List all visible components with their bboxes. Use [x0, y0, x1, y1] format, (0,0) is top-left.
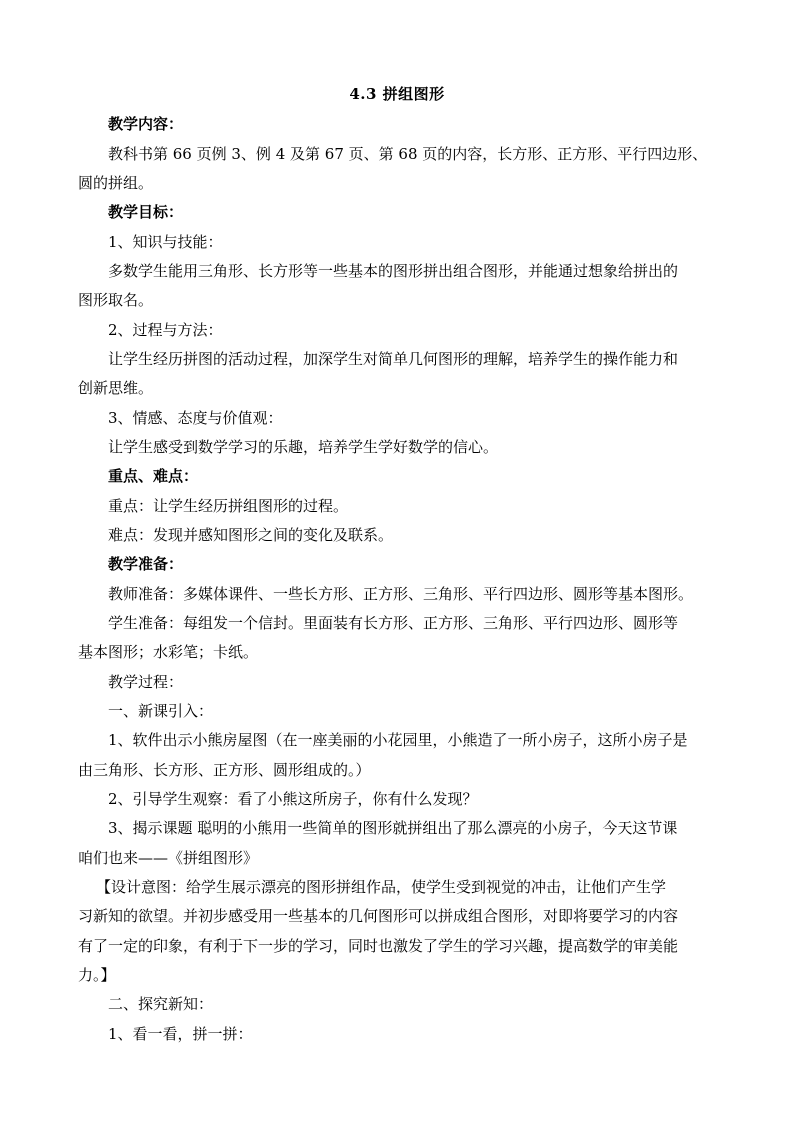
paragraph-line: 3、情感、态度与价值观：	[108, 409, 283, 427]
heading-preparation: 教学准备：	[108, 555, 184, 573]
paragraph-line: 1、软件出示小熊房屋图（在一座美丽的小花园里，小熊造了一所小房子，这所小房子是	[108, 731, 688, 749]
paragraph-line: 难点：发现并感知图形之间的变化及联系。	[108, 526, 394, 544]
paragraph-line: 2、引导学生观察：看了小熊这所房子，你有什么发现？	[108, 790, 478, 808]
design-note-line: 有了一定的印象，有利于下一步的学习，同时也激发了学生的学习兴趣，提高数学的审美能	[78, 937, 679, 955]
section-heading: 一、新课引入：	[108, 702, 214, 720]
paragraph-line: 1、看一看，拼一拼：	[108, 1025, 253, 1043]
paragraph-line: 圆的拼组。	[78, 174, 154, 192]
heading-teaching-goals: 教学目标：	[108, 203, 184, 221]
paragraph-line: 教师准备：多媒体课件、一些长方形、正方形、三角形、平行四边形、圆形等基本图形。	[108, 585, 694, 603]
paragraph-line: 图形取名。	[78, 291, 154, 309]
paragraph-line: 让学生感受到数学学习的乐趣，培养学生学好数学的信心。	[108, 438, 499, 456]
paragraph-line: 创新思维。	[78, 379, 154, 397]
heading-teaching-content: 教学内容：	[108, 115, 184, 133]
design-note-line: 力。】	[78, 966, 116, 984]
paragraph-line: 1、知识与技能：	[108, 233, 223, 251]
paragraph-line: 重点：让学生经历拼组图形的过程。	[108, 497, 349, 515]
paragraph-line: 学生准备：每组发一个信封。里面装有长方形、正方形、三角形、平行四边形、圆形等	[108, 614, 679, 632]
paragraph-line: 由三角形、长方形、正方形、圆形组成的。）	[78, 761, 371, 779]
paragraph-line: 让学生经历拼图的活动过程，加深学生对简单几何图形的理解，培养学生的操作能力和	[108, 350, 679, 368]
paragraph-line: 2、过程与方法：	[108, 321, 223, 339]
document-title: 4.3 拼组图形	[349, 85, 445, 103]
design-note-line: 习新知的欲望。并初步感受用一些基本的几何图形可以拼成组合图形，对即将要学习的内容	[78, 907, 679, 925]
paragraph-line: 多数学生能用三角形、长方形等一些基本的图形拼出组合图形，并能通过想象给拼出的	[108, 262, 679, 280]
heading-key-points: 重点、难点：	[108, 467, 199, 485]
paragraph-line: 咱们也来——《拼组图形》	[78, 849, 259, 867]
paragraph-line: 教科书第 66 页例 3、例 4 及第 67 页、第 68 页的内容，长方形、正方形、平行四边形、	[108, 145, 708, 163]
section-heading: 二、探究新知：	[108, 995, 214, 1013]
heading-teaching-process: 教学过程：	[108, 673, 184, 691]
design-note-line: 【设计意图：给学生展示漂亮的图形拼组作品，使学生受到视觉的冲击，让他们产生学	[96, 878, 667, 896]
paragraph-line: 基本图形；水彩笔；卡纸。	[78, 643, 259, 661]
paragraph-line: 3、揭示课题 聪明的小熊用一些简单的图形就拼组出了那么漂亮的小房子，今天这节课	[108, 819, 678, 837]
